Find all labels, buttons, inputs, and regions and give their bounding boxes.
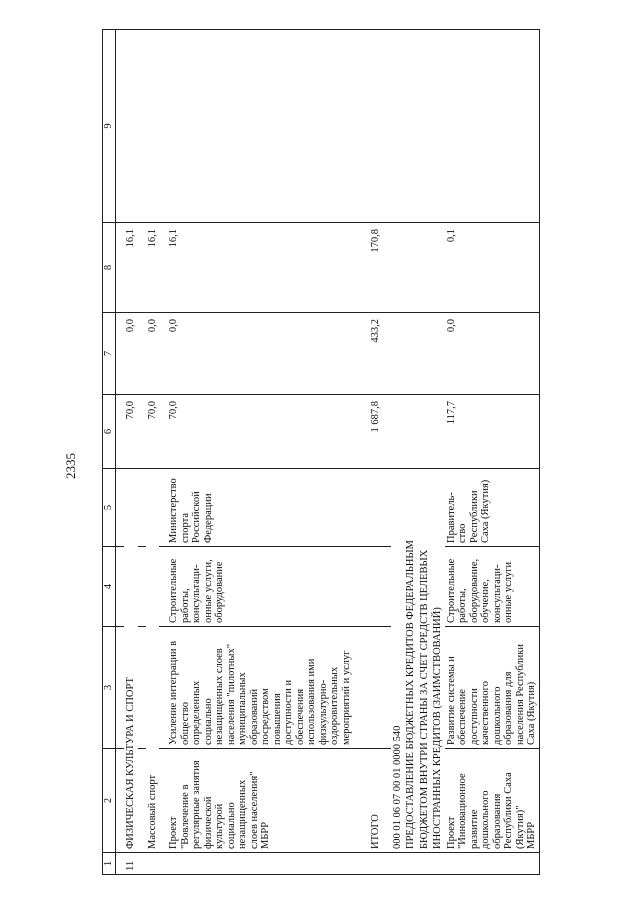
col-header-5: 5 bbox=[103, 469, 116, 547]
total-row bbox=[369, 30, 383, 875]
project2-name: Проект "Инновационное развитие дошкольного образования Республики Саха (Якутия)" МБРР bbox=[445, 749, 540, 853]
section2-code-row bbox=[391, 30, 405, 875]
col-header-3: 3 bbox=[103, 627, 116, 749]
section-title-row bbox=[124, 30, 138, 875]
project-value-8: 16,1 bbox=[167, 223, 353, 313]
budget-table bbox=[102, 29, 540, 875]
project-executor: Министерство спорта Российской Федерации bbox=[167, 469, 353, 547]
col-header-2: 2 bbox=[103, 749, 116, 853]
subsection-value-7: 0,0 bbox=[146, 313, 160, 395]
page-number: 2335 bbox=[63, 453, 78, 479]
project2-kind: Строительные работы, оборудование, обучение, консультаци- онные услуги bbox=[445, 547, 540, 627]
project-value-7: 0,0 bbox=[167, 313, 353, 395]
section2-title-row-2 bbox=[418, 30, 432, 875]
project-goal: Усиление интеграции в общество определенных социально незащищенных слоев населения "пилотных" муниципальных образований посредством повышения доступности и обеспечения использования ими физкультурно- оздоровительных мероприятий и услуг bbox=[167, 627, 353, 749]
project2-value-7: 0,0 bbox=[445, 313, 540, 395]
project2-value-8: 0,1 bbox=[445, 223, 540, 313]
section2-title-row-1 bbox=[404, 30, 418, 875]
section2-title-row-3 bbox=[431, 30, 445, 875]
section-value-7: 0,0 bbox=[124, 313, 138, 395]
project-row-sport bbox=[167, 30, 353, 875]
section-value-8: 16,1 bbox=[124, 223, 138, 313]
subsection-value-6: 70,0 bbox=[146, 395, 160, 469]
project2-goal: Развитие системы и обеспечение доступности качественного дошкольного образования для населения Республики Саха (Якутия) bbox=[445, 627, 540, 749]
subsection-value-8: 16,1 bbox=[146, 223, 160, 313]
column-number-row bbox=[103, 30, 116, 875]
project2-value-6: 117,7 bbox=[445, 395, 540, 469]
total-value-8: 170,8 bbox=[369, 223, 383, 313]
section2-title-line-3: ИНОСТРАННЫХ КРЕДИТОВ (ЗАИМСТВОВАНИЙ) bbox=[431, 469, 445, 853]
section-value-6: 70,0 bbox=[124, 395, 138, 469]
section2-title-line-1: ПРЕДОСТАВЛЕНИЕ БЮДЖЕТНЫХ КРЕДИТОВ ФЕДЕРАЛЬНЫМ bbox=[404, 469, 418, 853]
col-header-6: 6 bbox=[103, 395, 116, 469]
total-value-6: 1 687,8 bbox=[369, 395, 383, 469]
total-value-7: 433,2 bbox=[369, 313, 383, 395]
section-title: ФИЗИЧЕСКАЯ КУЛЬТУРА И СПОРТ bbox=[124, 469, 138, 853]
section2-title-line-2: БЮДЖЕТОМ ВНУТРИ СТРАНЫ ЗА СЧЕТ СРЕДСТВ ЦЕЛЕВЫХ bbox=[418, 469, 432, 853]
section2-code: 000 01 06 07 00 01 0000 540 bbox=[391, 469, 405, 853]
project-row-education bbox=[445, 30, 540, 875]
col-header-9: 9 bbox=[103, 30, 116, 223]
project-name: Проект "Вовлечение в регулярные занятия физической культурой социально незащищенных слоев населения" МБРР bbox=[167, 749, 353, 853]
col-header-4: 4 bbox=[103, 547, 116, 627]
col-header-1: 1 bbox=[103, 853, 116, 875]
project2-executor: Правитель- ство Республики Саха (Якутия) bbox=[445, 469, 540, 547]
col-header-8: 8 bbox=[103, 223, 116, 313]
section-number: 11 bbox=[124, 853, 138, 875]
project-kind: Строительные работы, консультаци- онные услуги, оборудование bbox=[167, 547, 353, 627]
total-label: ИТОГО bbox=[369, 749, 383, 853]
budget-table-rotated bbox=[102, 30, 612, 875]
subsection-title: Массовый спорт bbox=[146, 469, 160, 853]
project-value-6: 70,0 bbox=[167, 395, 353, 469]
col-header-7: 7 bbox=[103, 313, 116, 395]
subsection-row bbox=[146, 30, 160, 875]
